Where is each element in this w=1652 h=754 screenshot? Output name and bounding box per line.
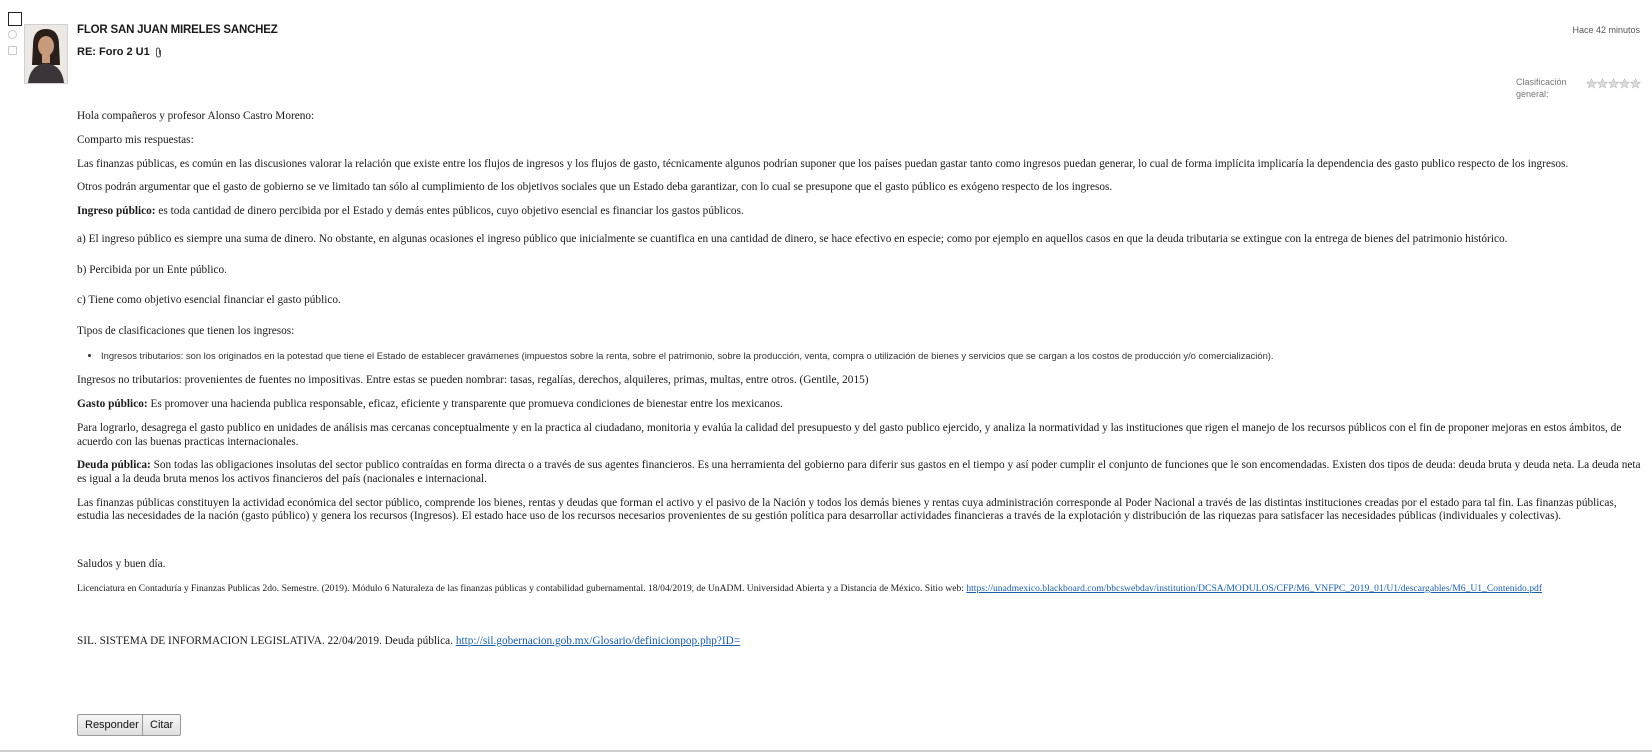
paragraph-no-tributarios: Ingresos no tributarios: provenientes de fuentes no impositivas. Entre estas se pueden nombrar: tasas, regalías, derechos, alquileres, primas, multas, entre otros. (Gentile, 2015) bbox=[77, 374, 869, 387]
flag-icon[interactable] bbox=[8, 46, 17, 55]
gasto-text: Es promover una hacienda publica responsable, eficaz, eficiente y transparente que promueva condiciones de bienestar entre los mexicanos. bbox=[147, 398, 783, 411]
star-icon[interactable] bbox=[1619, 78, 1630, 89]
paragraph-deuda-publica bbox=[77, 459, 1642, 486]
star-icon[interactable] bbox=[1608, 78, 1619, 89]
star-icon[interactable] bbox=[1630, 78, 1641, 89]
post-body bbox=[77, 110, 1642, 659]
paragraph-gasto-publico bbox=[77, 398, 1642, 412]
rating-label: Clasificación general: bbox=[1516, 77, 1567, 99]
bullet-list bbox=[77, 349, 1642, 363]
paragraph-lograrlo: Para lograrlo, desagrega el gasto publico en unidades de análisis mas cercanas conceptualmente y en la practica al ciudadano, monitoria y evalúa la calidad del presupuesto y del gasto publico ejercido, y analiza la normatividad y las instituciones que rigen el manejo de los recursos públicos con el fin de proponer mejoras en estos ámbitos, de acuerdo con las buenas practicas internacionales. bbox=[77, 421, 1622, 448]
select-post-checkbox[interactable] bbox=[8, 12, 22, 26]
paragraph-gasto-gobierno: Otros podrán argumentar que el gasto de gobierno se ve limitado tan sólo al cumplimiento de los objetivos sociales que un Estado deba garantizar, con lo cual se presupone que el gasto público es exógeno respecto de los ingresos. bbox=[77, 181, 1113, 194]
post-subject-row bbox=[77, 46, 163, 58]
gasto-label: Gasto público: bbox=[77, 398, 148, 411]
paragraph-finanzas-intro: Las finanzas públicas, es común en las discusiones valorar la relación que existe entre los flujos de ingresos y los flujos de gasto, técnicamente algunos podrían suponer que los países puedan gastar tanto como ingresos puedan generar, lo cual de forma implícita implicaría la dependencia des gasto publico respecto de los ingresos. bbox=[77, 157, 1569, 170]
quote-button[interactable]: Citar bbox=[142, 714, 181, 736]
reference-1-text: Licenciatura en Contaduría y Finanzas Publicas 2do. Semestre. (2019). Módulo 6 Naturaleza de las finanzas públicas y contabilidad gubernamental. 18/04/2019, de UnADM. Universidad Abierta y a Distancia de México. Sitio web: bbox=[77, 582, 967, 594]
circle-icon bbox=[8, 30, 17, 39]
post-subject: RE: Foro 2 U1 bbox=[77, 46, 150, 58]
closing: Saludos y buen día. bbox=[77, 557, 166, 570]
reference-1 bbox=[77, 582, 1642, 596]
author-name[interactable]: FLOR SAN JUAN MIRELES SANCHEZ bbox=[77, 24, 278, 36]
item-b: b) Percibida por un Ente público. bbox=[77, 263, 227, 276]
star-rating[interactable] bbox=[1586, 78, 1641, 89]
reference-2-text: SIL. SISTEMA DE INFORMACION LEGISLATIVA. 22/04/2019. Deuda pública. bbox=[77, 635, 456, 648]
user-photo bbox=[24, 24, 68, 84]
intro: Comparto mis respuestas: bbox=[77, 133, 194, 146]
list-item: • Ingresos tributarios: son los originados en la potestad que tiene el Estado de establecer gravámenes (impuestos sobre la renta, sobre el patrimonio, sobre la producción, venta, compra o utilización de bienes y servicios que se cargan a los costos de producción y/o comercialización). bbox=[101, 349, 1642, 363]
star-icon[interactable] bbox=[1597, 78, 1608, 89]
deuda-label: Deuda pública: bbox=[77, 459, 151, 472]
reference-2 bbox=[77, 635, 1642, 649]
avatar-image bbox=[25, 25, 67, 83]
paragraph-ingreso-publico bbox=[77, 205, 1642, 219]
ingreso-text: es toda cantidad de dinero percibida por el Estado y demás entes públicos, cuyo objetivo esencial es financiar los gastos públicos. bbox=[155, 205, 744, 218]
tipos-heading: Tipos de clasificaciones que tienen los ingresos: bbox=[77, 325, 295, 337]
reply-button[interactable]: Responder bbox=[77, 714, 147, 736]
star-icon[interactable] bbox=[1586, 78, 1597, 89]
post-divider bbox=[0, 750, 1652, 752]
ingreso-label: Ingreso público: bbox=[77, 205, 156, 218]
paragraph-finanzas-publicas: Las finanzas públicas constituyen la actividad económica del sector público, comprende los bienes, rentas y deudas que forman el activo y el pasivo de la Nación y todos los demás bienes y rentas cuya administración corresponde al Poder Nacional a través de las distintas instituciones creadas por el estado para tal fin. Las finanzas públicas, estudia las necesidades de la nación (gasto público) y genera los recursos (Ingresos). El estado hace uso de los recursos necesarios provenientes de su gestión política para desarrollar actividades financieras a través de la explotación y distribución de las riquezas para satisfacer las necesidades públicas (individuales y colectivas). bbox=[77, 496, 1617, 523]
reference-2-link[interactable]: http://sil.gobernacion.gob.mx/Glosario/definicionpop.php?ID= bbox=[455, 635, 741, 648]
post-timestamp: Hace 42 minutos bbox=[1572, 25, 1640, 35]
deuda-text: Son todas las obligaciones insolutas del sector publico contraídas en forma directa o a través de sus agentes financieros. Es una herramienta del gobierno para diferir sus gastos en el tiempo y así poder cumplir el conjunto de funciones que le son encomendadas. Existen dos tipos de deuda: deuda bruta y deuda neta. La deuda neta es igual a la deuda bruta menos los activos financieros del país (nacionales e internacional. bbox=[77, 459, 1641, 485]
item-a: a) El ingreso público es siempre una suma de dinero. No obstante, en algunas ocasiones el ingreso público que inicialmente se cuantifica en una cantidad de dinero, se hace efectivo en especie; como por ejemplo en aquellos casos en que la deuda tributaria se extingue con la entrega de bienes del patrimonio histórico. bbox=[77, 233, 1508, 246]
greeting: Hola compañeros y profesor Alonso Castro Moreno: bbox=[77, 110, 315, 122]
item-c: c) Tiene como objetivo esencial financiar el gasto público. bbox=[77, 294, 341, 307]
attachment-icon[interactable] bbox=[154, 47, 163, 58]
reference-1-link[interactable]: https://unadmexico.blackboard.com/bbcswebdav/institution/DCSA/MODULOS/CFP/M6_VNFPC_2019_01/U1/descargables/M6_U1_Contenido.pdf bbox=[966, 582, 1543, 594]
